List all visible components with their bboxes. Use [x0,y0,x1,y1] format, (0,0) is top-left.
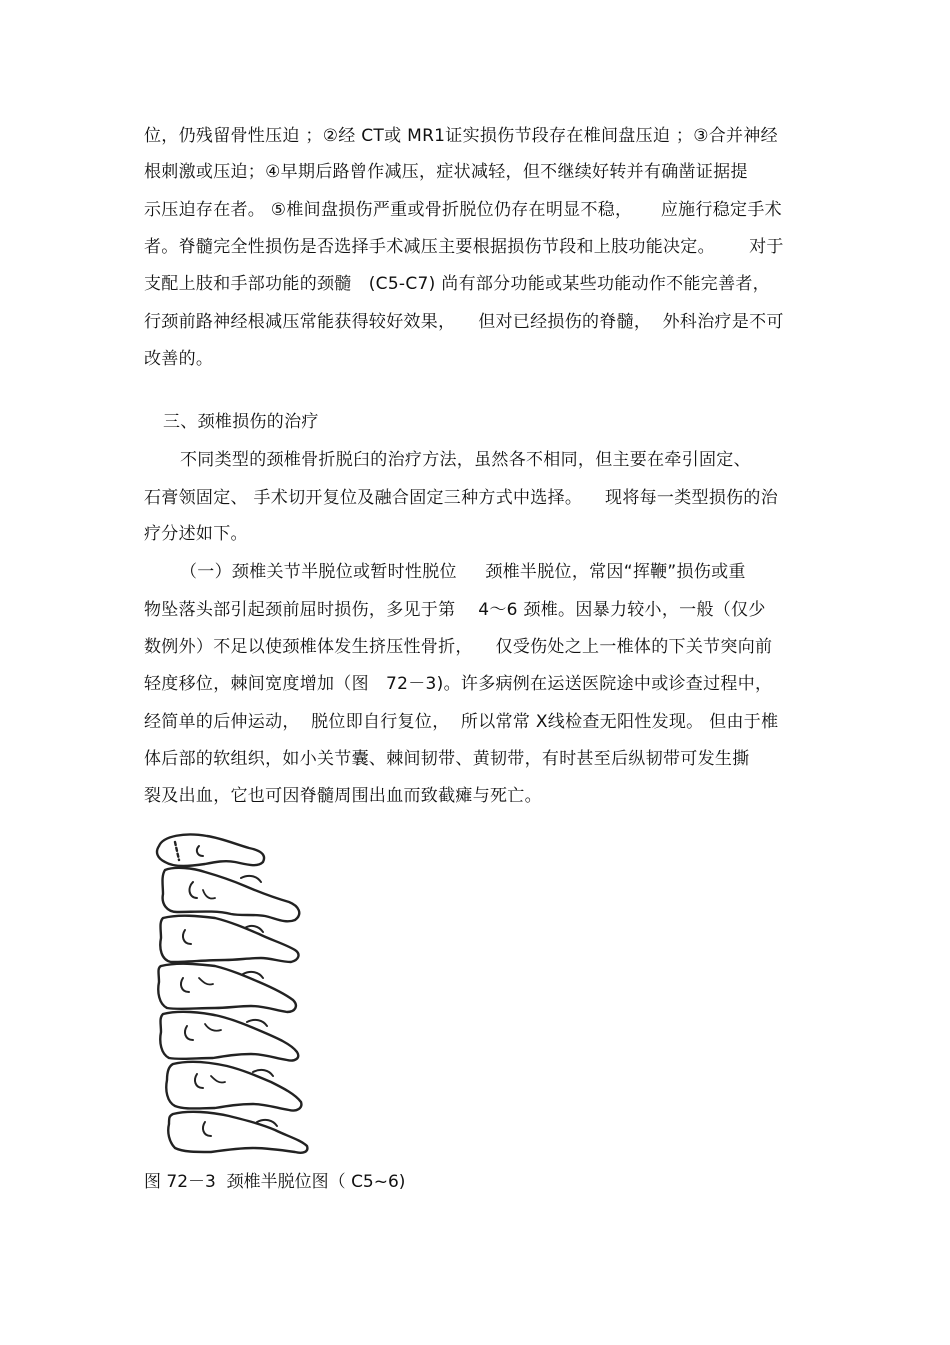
paragraph1-line-3: 示压迫存在者。 ⑤椎间盘损伤严重或骨折脱位仍存在明显不稳， 应施行稳定手术 [144,200,782,220]
vertebra-c5 [160,1012,298,1061]
intro-line-3: 疗分述如下。 [144,524,248,544]
subsection1-line-7: 裂及出血，它也可因脊髓周围出血而致截瘫与死亡。 [144,786,542,806]
subsection1-line-3: 数例外）不足以使颈椎体发生挤压性骨折， 仅受伤处之上一椎体的下关节突向前 [144,637,773,657]
vertebra-c4 [158,964,296,1012]
subsection1-line-6: 体后部的软组织，如小关节囊、棘间韧带、黄韧带，有时甚至后纵韧带可发生撕 [144,749,750,769]
paragraph1-line-6: 行颈前路神经根减压常能获得较好效果， 但对已经损伤的脊髓， 外科治疗是不可 [144,312,784,332]
vertebra-c3 [160,916,298,962]
paragraph1-line-5: 支配上肢和手部功能的颈髓 (C5-C7) 尚有部分功能或某些功能动作不能完善者， [144,274,770,294]
paragraph1-line-7: 改善的。 [144,349,214,369]
subsection1-line-2: 物坠落头部引起颈前屈时损伤，多见于第 4～6 颈椎。因暴力较小，一般（仅少 [144,600,766,620]
vertebra-c1 [157,834,264,866]
vertebra-c7 [168,1112,307,1153]
subsection1-line-4: 轻度移位，棘间宽度增加（图 72－3)。许多病例在运送医院途中或诊查过程中， [144,674,773,694]
cervical-spine-drawing [145,818,320,1158]
section-heading: 三、颈椎损伤的治疗 [163,412,319,432]
subsection1-line-5: 经简单的后伸运动， 脱位即自行复位， 所以常常 X线检查无阳性发现。 但由于椎 [144,712,779,732]
intro-line-2: 石膏领固定、 手术切开复位及融合固定三种方式中选择。 现将每一类型损伤的治 [144,488,779,508]
paragraph1-line-2: 根刺激或压迫；④早期后路曾作减压，症状减轻，但不继续好转并有确凿证据提 [144,162,748,182]
cervical-spine-figure [145,818,320,1158]
intro-line-1: 不同类型的颈椎骨折脱臼的治疗方法，虽然各不相同，但主要在牵引固定、 [180,450,751,470]
subsection1-line-1: （一）颈椎关节半脱位或暂时性脱位 颈椎半脱位，常因“挥鞭”损伤或重 [180,562,746,582]
paragraph1-line-4: 者。脊髓完全性损伤是否选择手术减压主要根据损伤节段和上肢功能决定。 对于 [144,237,784,257]
vertebra-c6 [166,1062,301,1111]
vertebra-c2 [163,868,300,922]
paragraph1-line-1: 位，仍残留骨性压迫 ；②经 CT或 MR1证实损伤节段存在椎间盘压迫 ；③合并神经 [144,126,778,146]
figure-caption: 图 72－3 颈椎半脱位图（ C5~6) [144,1172,406,1192]
